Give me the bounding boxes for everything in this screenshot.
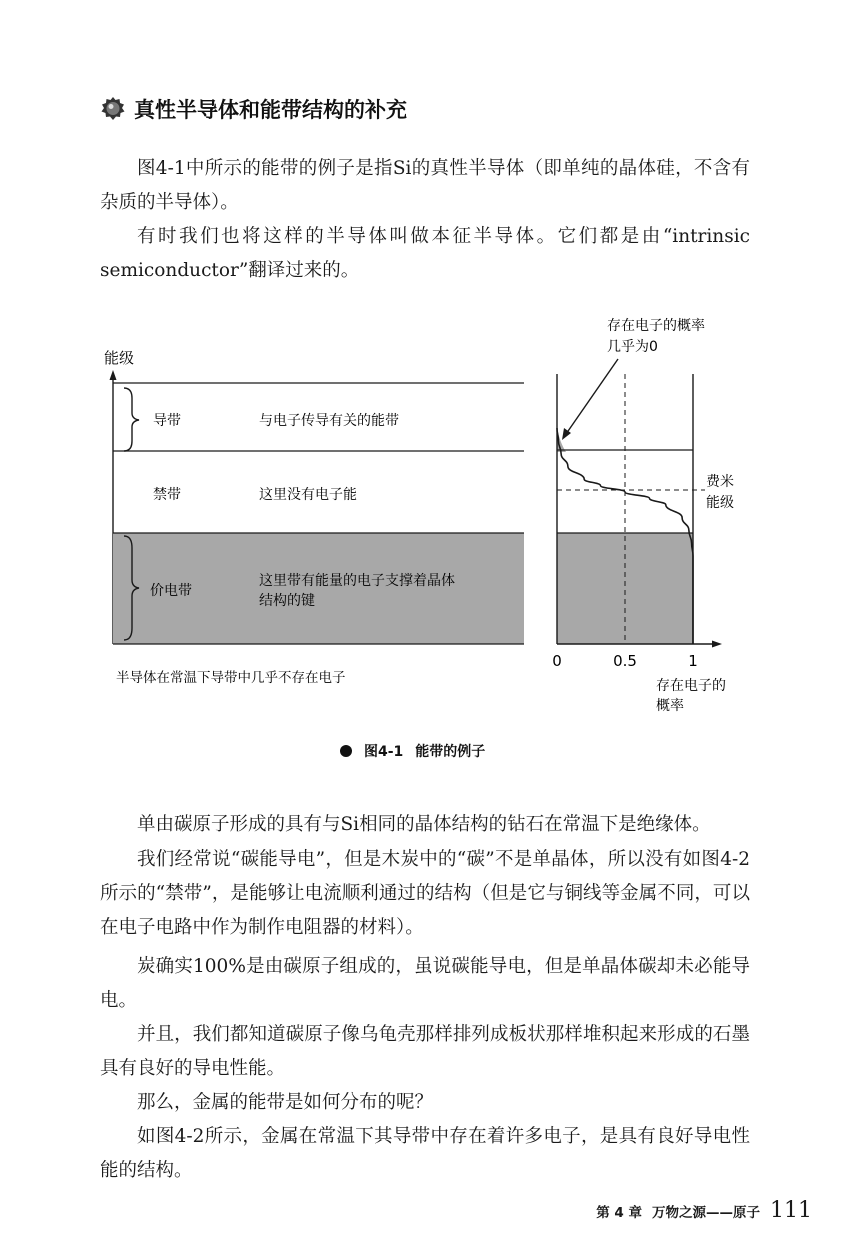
conduction-band-desc: 与电子传导有关的能带: [259, 413, 399, 429]
x-tick-1: 1: [688, 652, 698, 670]
paragraph: 炭确实100%是由碳原子组成的，虽说碳能导电，但是单晶体碳却未必能导电。: [100, 956, 750, 1011]
x-axis-label-1: 存在电子的: [656, 678, 726, 694]
paragraph: 如图4-2所示，金属在常温下其导带中存在着许多电子，是具有良好导电性能的结构。: [100, 1126, 750, 1181]
page-footer: [596, 1198, 812, 1223]
chapter-title: 万物之源——原子: [652, 1205, 760, 1221]
valence-band-desc: 这里带有能量的电子支撑着晶体: [259, 573, 455, 589]
forbidden-band-desc: 这里没有电子能: [259, 487, 357, 503]
caption-title: 能带的例子: [415, 744, 486, 760]
y-axis-label: 能级: [104, 349, 135, 367]
figure-caption: [340, 741, 485, 761]
conduction-brace: [124, 388, 139, 451]
paragraph: 并且，我们都知道碳原子像乌龟壳那样排列成板状那样堆积起来形成的石墨具有良好的导电性能。: [100, 1024, 750, 1079]
section-title: 真性半导体和能带结构的补充: [134, 98, 407, 122]
valence-band-label: 价电带: [150, 583, 192, 599]
x-tick-0: 0: [552, 652, 562, 670]
annotation-line-1: 存在电子的概率: [607, 318, 705, 334]
page-number: 111: [770, 1198, 812, 1223]
y-axis-arrowhead: [110, 370, 117, 380]
paragraph: 单由碳原子形成的具有与Si相同的晶体结构的钻石在常温下是绝缘体。: [137, 814, 711, 835]
fermi-label-1: 费米: [706, 474, 734, 490]
chapter-number: 第 4 章: [596, 1205, 642, 1221]
conduction-band-label: 导带: [153, 413, 181, 429]
bottom-note: 半导体在常温下导带中几乎不存在电子: [116, 670, 346, 686]
annotation-arrow: [566, 359, 618, 434]
bullet-icon: [340, 745, 352, 757]
plot-x-arrowhead: [712, 641, 722, 648]
valence-band-desc-2: 结构的键: [259, 593, 315, 609]
paragraph: 我们经常说“碳能导电”，但是木炭中的“碳”不是单晶体，所以没有如图4-2所示的“禁带”，是能够让电流顺利通过的结构（但是它与铜线等金属不同，可以在电子电路中作为制作电阻器的材料）。: [100, 849, 750, 938]
forbidden-band-label: 禁带: [153, 487, 181, 503]
paragraph: 那么，金属的能带是如何分布的呢？: [137, 1092, 434, 1113]
x-axis-label-2: 概率: [656, 698, 684, 714]
caption-number: 图4-1: [364, 744, 404, 760]
x-tick-0-5: 0.5: [613, 652, 637, 670]
annotation-line-2: 几乎为0: [607, 339, 658, 355]
paragraph: 有时我们也将这样的半导体叫做本征半导体。它们都是由“intrinsic semiconductor”翻译过来的。: [100, 226, 750, 281]
fermi-label-2: 能级: [706, 495, 734, 511]
paragraph: 图4-1中所示的能带的例子是指Si的真性半导体（即单纯的晶体硅，不含有杂质的半导体）。: [100, 158, 750, 213]
